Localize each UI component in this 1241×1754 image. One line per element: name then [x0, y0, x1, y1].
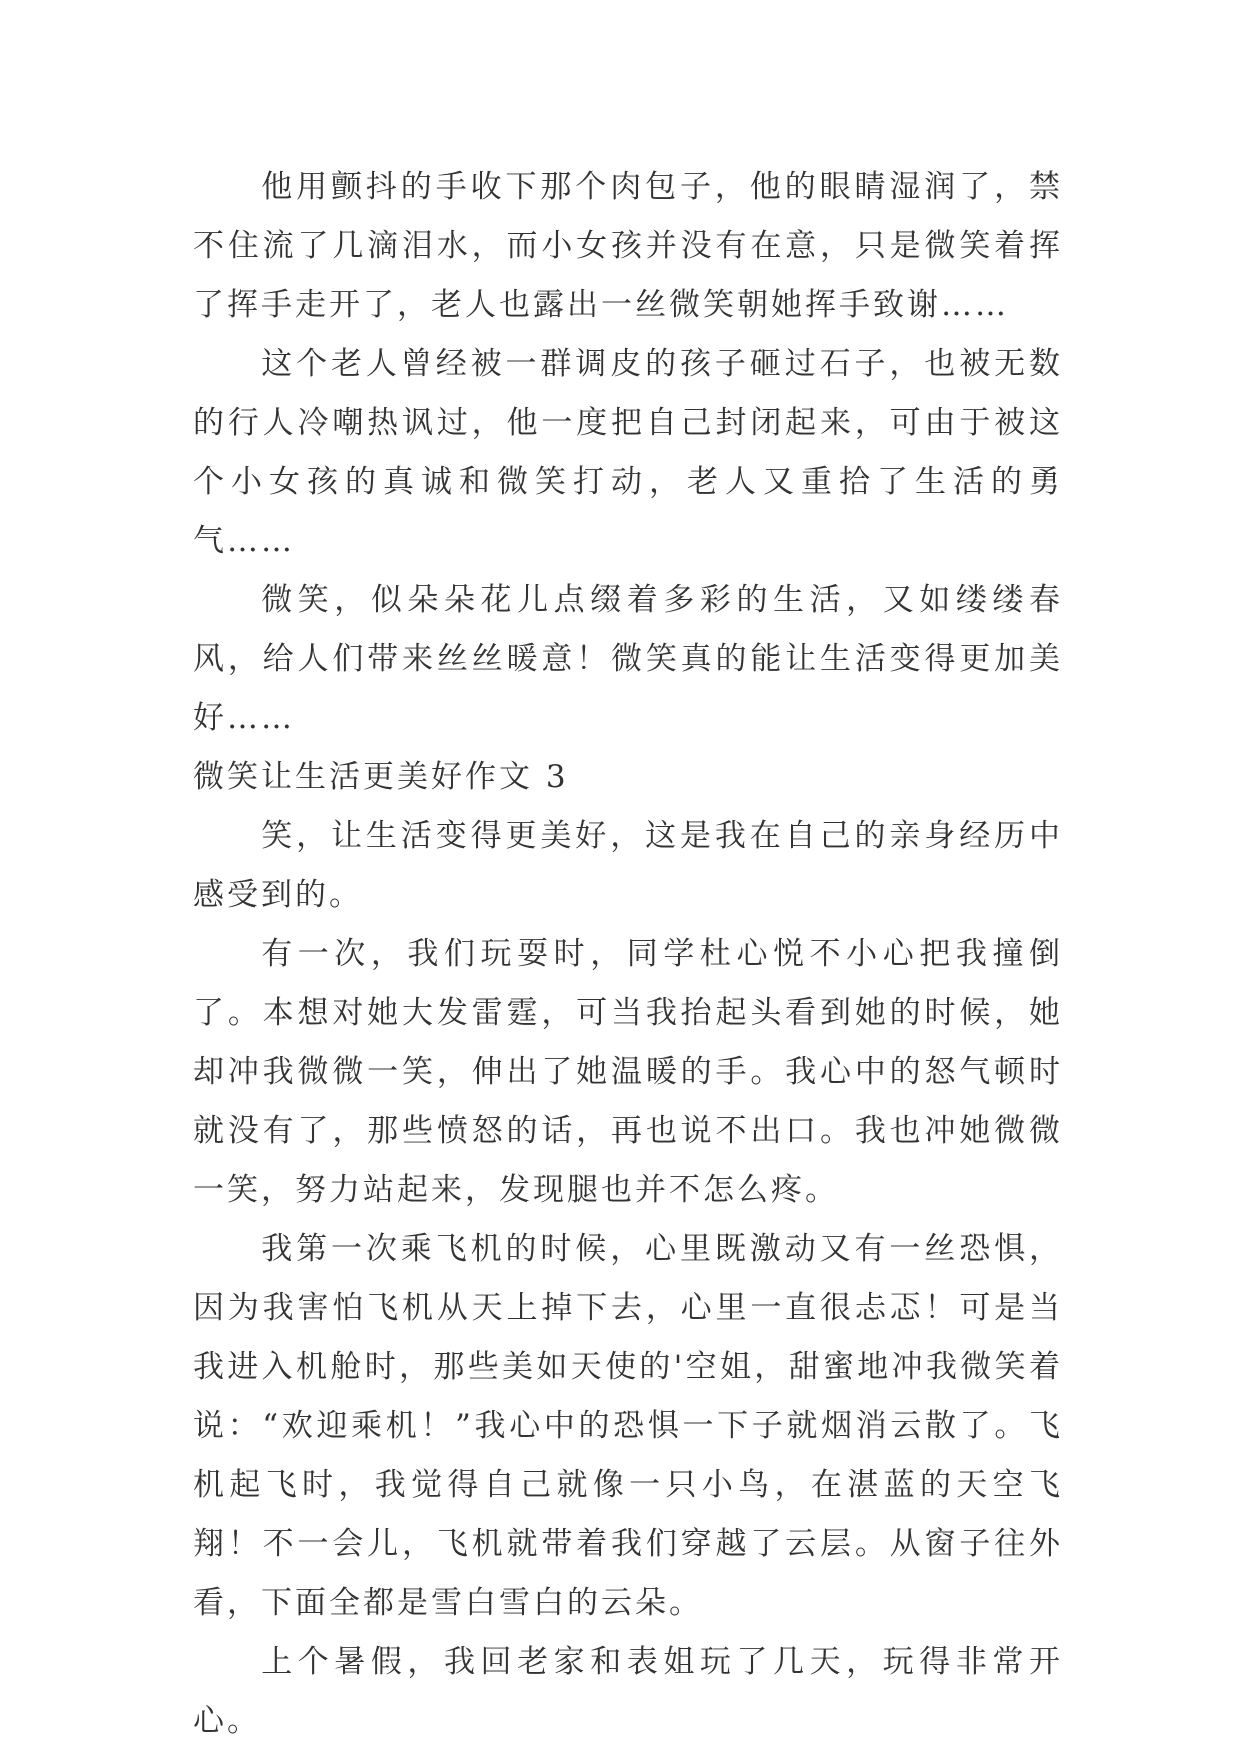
paragraph: 微笑，似朵朵花儿点缀着多彩的生活，又如缕缕春风，给人们带来丝丝暖意！微笑真的能让生活变得更加美好…… [193, 582, 1063, 736]
paragraph: 上个暑假，我回老家和表姐玩了几天，玩得非常开心。 [193, 1644, 1063, 1739]
paragraph: 他用颤抖的手收下那个肉包子，他的眼睛湿润了，禁不住流了几滴泪水，而小女孩并没有在意，只是微笑着挥了挥手走开了，老人也露出一丝微笑朝她挥手致谢…… [193, 169, 1063, 323]
paragraph: 这个老人曾经被一群调皮的孩子砸过石子，也被无数的行人冷嘲热讽过，他一度把自己封闭起来，可由于被这个小女孩的真诚和微笑打动，老人又重拾了生活的勇气…… [193, 346, 1063, 559]
paragraph: 我第一次乘飞机的时候，心里既激动又有一丝恐惧，因为我害怕飞机从天上掉下去，心里一直很忐忑！可是当我进入机舱时，那些美如天使的'空姐，甜蜜地冲我微笑着说：“欢迎乘机！”我心中的恐惧一下子就烟消云散了。飞机起飞时，我觉得自己就像一只小鸟，在湛蓝的天空飞翔！不一会儿，飞机就带着我们穿越了云层。从窗子往外看，下面全都是雪白雪白的云朵。 [193, 1231, 1063, 1621]
paragraph: 笑，让生活变得更美好，这是我在自己的亲身经历中感受到的。 [193, 818, 1063, 913]
paragraph: 有一次，我们玩耍时，同学杜心悦不小心把我撞倒了。本想对她大发雷霆，可当我抬起头看到她的时候，她却冲我微微一笑，伸出了她温暖的手。我心中的怒气顿时就没有了，那些愤怒的话，再也说不出口。我也冲她微微一笑，努力站起来，发现腿也并不怎么疼。 [193, 936, 1063, 1208]
document-body [193, 158, 1063, 1751]
section-title: 微笑让生活更美好作文 3 [193, 759, 569, 795]
